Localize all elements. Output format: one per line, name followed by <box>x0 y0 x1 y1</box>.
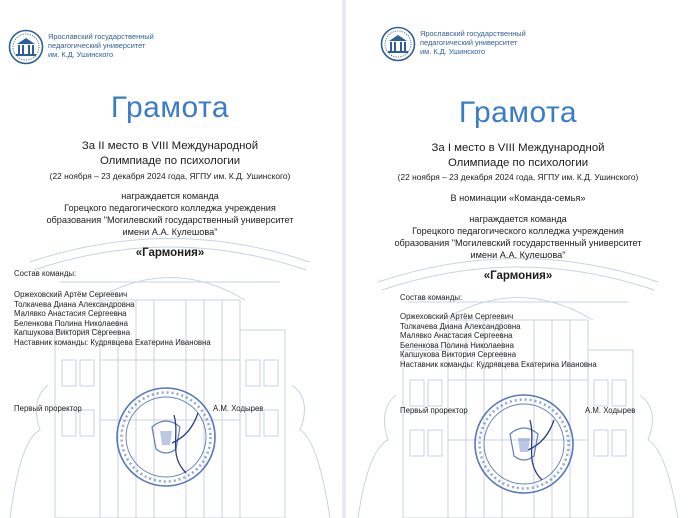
dates-line: (22 ноября – 23 декабря 2024 года, ЯГПУ им. К.Д. Ушинского) <box>49 171 291 181</box>
olympiad-line: Олимпиаде по психологии <box>447 157 589 169</box>
list-item: Малявко Анастасия Сергеевна <box>400 331 513 341</box>
roster-heading: Состав команды: <box>14 269 77 278</box>
list-item: Оржеховский Артём Сергеевич <box>14 290 128 299</box>
college-line-3: имени А.А. Кулешова" <box>122 227 218 237</box>
certificate-right <box>348 0 688 518</box>
stamp-seal-icon <box>114 385 218 489</box>
college-line-2: образования "Могилевский государственный университет <box>394 238 642 248</box>
place-line: За II место в VIII Международной <box>81 140 259 152</box>
certificate-title: Грамота <box>110 91 230 124</box>
awarded-line: награждается команда <box>469 214 567 224</box>
college-line-2: образования "Могилевский государственный университет <box>46 215 294 225</box>
olympiad-line: Олимпиаде по психологии <box>99 155 241 167</box>
team-name: «Гармония» <box>135 247 205 259</box>
list-item: Беленкова Полина Николаевна <box>14 318 128 328</box>
list-item: Капшукова Виктория Сергеевна <box>400 350 517 360</box>
list-item: Толкачева Диана Александровна <box>400 321 521 331</box>
list-item: Оржеховский Артём Сергеевич <box>400 312 514 321</box>
university-logo-icon <box>8 29 44 65</box>
university-name: Ярославский государственный педагогический университет им. К.Д. Ушинского <box>420 29 526 57</box>
signer-title: Первый проректор <box>400 406 468 415</box>
university-logo-icon <box>380 26 416 62</box>
mentor-item: Наставник команды: Кудрявцева Екатерина Ивановна <box>400 359 597 369</box>
certificate-title: Грамота <box>458 96 578 129</box>
signer-name: А.М. Ходырев <box>585 406 636 415</box>
roster-heading: Состав команды: <box>400 293 463 302</box>
stamp-seal-icon <box>472 392 576 496</box>
list-item: Толкачева Диана Александровна <box>14 299 135 309</box>
awarded-line: награждается команда <box>121 191 219 201</box>
signer-title: Первый проректор <box>14 404 82 413</box>
mentor-item: Наставник команды: Кудрявцева Екатерина Ивановна <box>14 337 211 347</box>
roster-list <box>400 312 597 370</box>
nomination-line: В номинации «Команда-семья» <box>450 193 586 203</box>
dates-line: (22 ноября – 23 декабря 2024 года, ЯГПУ им. К.Д. Ушинского) <box>397 172 639 182</box>
college-line-1: Горецкого педагогического колледжа учреждения <box>64 203 276 213</box>
place-line: За I место в VIII Международной <box>431 142 605 154</box>
college-line-1: Горецкого педагогического колледжа учреждения <box>412 226 624 236</box>
list-item: Беленкова Полина Николаевна <box>400 340 514 350</box>
roster-list <box>14 290 211 348</box>
page-divider <box>342 0 346 518</box>
team-name: «Гармония» <box>483 270 553 282</box>
college-line-3: имени А.А. Кулешова" <box>470 250 566 260</box>
certificate-left <box>0 0 340 518</box>
signer-name: А.М. Ходырев <box>213 404 264 413</box>
university-name: Ярославский государственный педагогический университет им. К.Д. Ушинского <box>48 32 154 60</box>
list-item: Капшукова Виктория Сергеевна <box>14 328 131 338</box>
list-item: Малявко Анастасия Сергеевна <box>14 309 127 319</box>
